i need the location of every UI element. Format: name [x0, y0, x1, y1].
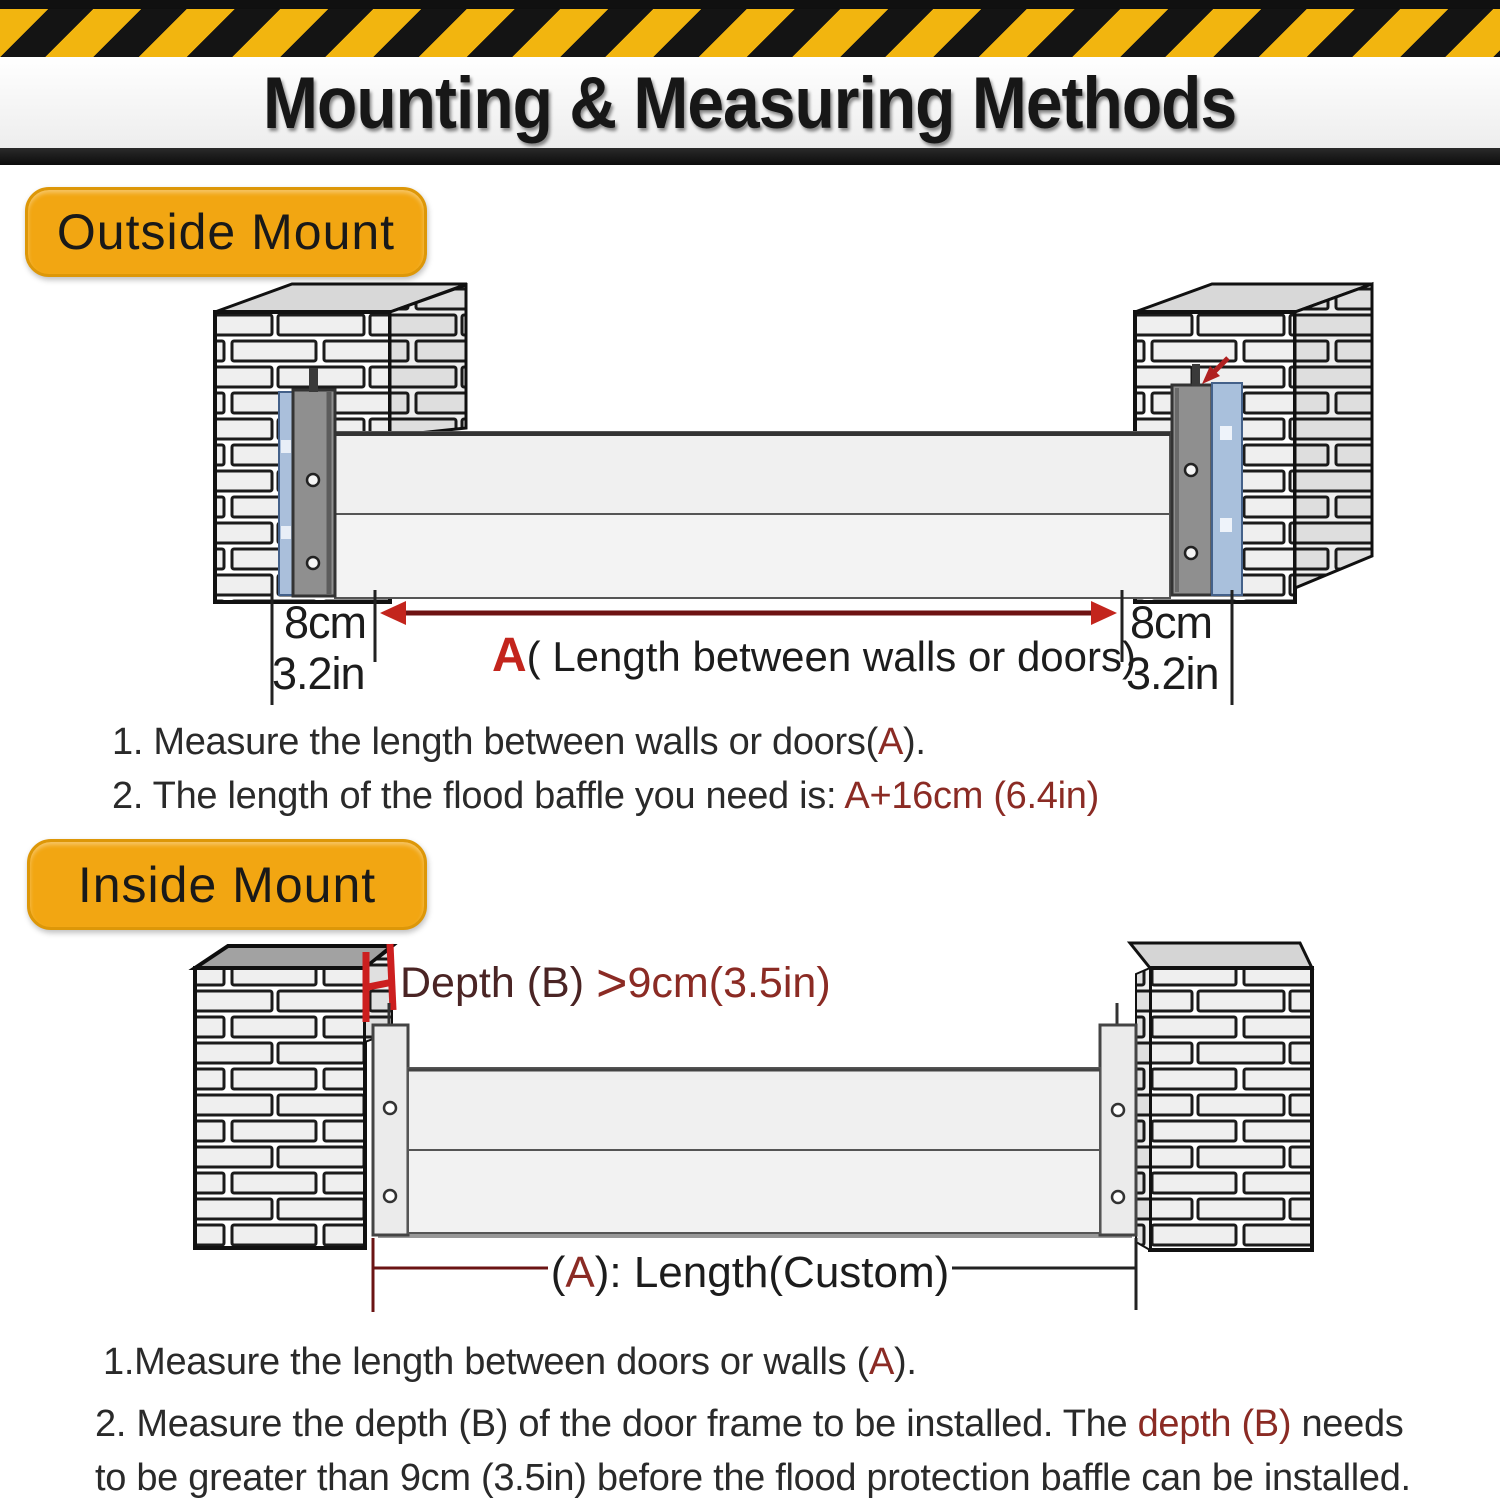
inside-barrier-panel — [378, 1068, 1132, 1236]
outside-left-bracket — [293, 368, 335, 596]
inside-step-2-continued: to be greater than 9cm (3.5in) before the flood protection baffle can be installed. — [95, 1456, 1411, 1499]
length-label-pre: ( — [550, 1248, 566, 1297]
outside-left-dim-in: 3.2in — [272, 648, 365, 699]
depth-label-value: 9cm(3.5in) — [627, 959, 831, 1007]
inside-mount-badge — [27, 839, 427, 930]
outside-mount-badge — [25, 187, 427, 277]
inside-right-bracket — [1100, 1003, 1136, 1235]
length-label-post: ): Length(Custom) — [594, 1248, 950, 1297]
outside-span-label — [492, 628, 1136, 683]
outside-steps — [112, 716, 1099, 824]
greater-than-sign: > — [595, 953, 628, 1013]
outside-right-bracket — [1172, 364, 1212, 595]
length-label-a: A — [565, 1248, 595, 1297]
outside-left-gasket-strip — [279, 392, 293, 595]
inside-length-label — [545, 1248, 955, 1298]
inside-right-pillar — [1130, 943, 1312, 1250]
outside-mount-badge-label: Outside Mount — [56, 204, 396, 260]
inside-left-bracket — [373, 1003, 408, 1235]
outside-step-2: 2. The length of the flood baffle you need is: A+16cm (6.4in) — [112, 774, 1099, 817]
title-band — [0, 57, 1500, 148]
outside-barrier-panel — [335, 432, 1170, 598]
outside-step-1: 1. Measure the length between walls or doors(A). — [112, 721, 926, 763]
depth-label-prefix: Depth (B) — [400, 959, 596, 1007]
outside-left-dim-cm: 8cm — [284, 597, 367, 648]
page-title: Mounting & Measuring Methods — [263, 61, 1237, 144]
outside-right-dim-in: 3.2in — [1126, 648, 1219, 699]
outside-right-gasket-strip — [1212, 383, 1242, 595]
divider-bar — [0, 148, 1500, 165]
span-label-a: A — [492, 629, 527, 682]
top-black-edge — [0, 0, 1500, 9]
outside-right-dim-cm: 8cm — [1130, 597, 1213, 648]
span-label-rest: ( Length between walls or doors) — [526, 633, 1136, 680]
inside-steps — [95, 1336, 1411, 1506]
inside-depth-label — [400, 953, 831, 1013]
hazard-stripe-banner — [0, 9, 1500, 57]
inside-left-pillar — [195, 946, 392, 1248]
inside-step-2: 2. Measure the depth (B) of the door frame to be installed. The depth (B) needs — [95, 1402, 1404, 1445]
inside-mount-badge-label: Inside Mount — [77, 856, 377, 913]
inside-step-1: 1.Measure the length between doors or walls (A). — [103, 1341, 917, 1383]
